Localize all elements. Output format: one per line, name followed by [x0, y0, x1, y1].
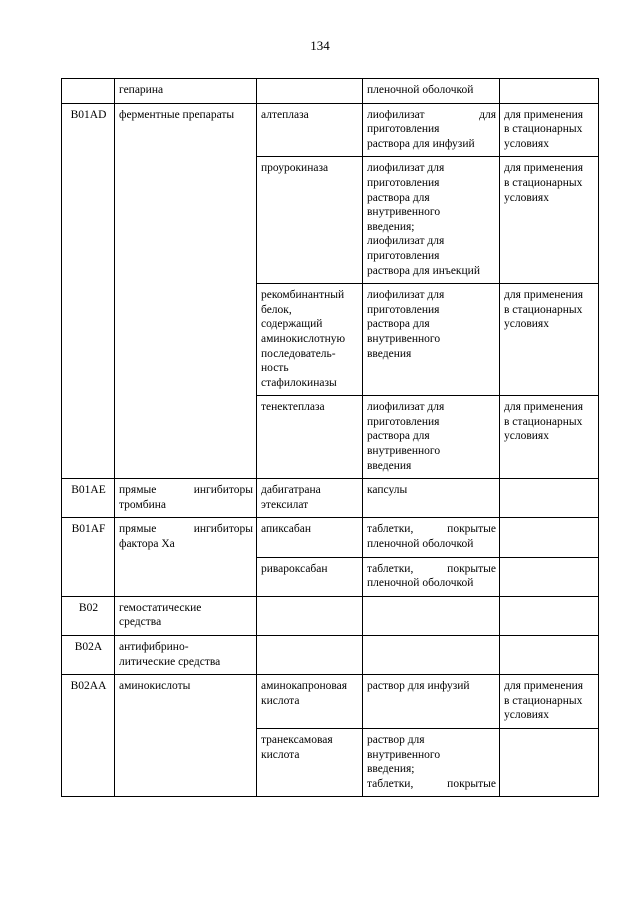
drug-cell — [257, 636, 363, 675]
form-line: лиофилизат для — [367, 108, 496, 121]
form-cell: лиофилизат для приготовления раствора для внутривенного введения — [363, 284, 500, 396]
drug-cell: тенектеплаза — [257, 396, 363, 479]
atc-code-cell: B02AA — [62, 675, 115, 797]
drug-cell: рекомбинантный белок, содержащий аминокислотную последователь- ность стафилокиназы — [257, 284, 363, 396]
note-cell: для применения в стационарных условиях — [500, 103, 599, 157]
atc-code-cell: B02 — [62, 596, 115, 635]
form-line: таблетки, покрытые — [367, 562, 496, 575]
form-cell: лиофилизат для приготовления раствора для инфузий — [363, 103, 500, 157]
atc-code-cell: B01AD — [62, 103, 115, 479]
drug-cell: транексамовая кислота — [257, 728, 363, 796]
form-cell: таблетки, покрытые пленочной оболочкой — [363, 557, 500, 596]
group-line: прямые ингибиторы — [119, 484, 253, 497]
form-line: таблетки, покрытые — [367, 523, 496, 536]
group-cell: прямые ингибиторы фактора Ха — [115, 518, 257, 596]
group-cell: гепарина — [115, 79, 257, 104]
table-row — [62, 479, 599, 518]
table-row — [62, 79, 599, 104]
drug-cell: апиксабан — [257, 518, 363, 557]
note-cell — [500, 79, 599, 104]
drug-cell: аминокапроновая кислота — [257, 675, 363, 729]
note-cell: для применения в стационарных условиях — [500, 284, 599, 396]
table-row — [62, 596, 599, 635]
atc-code-cell: B01AF — [62, 518, 115, 596]
form-cell: лиофилизат для приготовления раствора для внутривенного введения — [363, 396, 500, 479]
group-line: прямые ингибиторы — [119, 523, 253, 536]
form-cell: раствор для внутривенного введения; таблетки, покрытые — [363, 728, 500, 796]
atc-code-cell: B02A — [62, 636, 115, 675]
form-line: таблетки, покрытые — [367, 777, 496, 790]
note-cell: для применения в стационарных условиях — [500, 396, 599, 479]
note-cell — [500, 636, 599, 675]
form-cell: пленочной оболочкой — [363, 79, 500, 104]
form-cell: раствор для инфузий — [363, 675, 500, 729]
table-row — [62, 518, 599, 557]
page-number: 134 — [310, 38, 330, 53]
group-cell: аминокислоты — [115, 675, 257, 797]
table-row — [62, 675, 599, 729]
form-cell — [363, 636, 500, 675]
table-row — [62, 103, 599, 157]
note-cell — [500, 728, 599, 796]
table-row — [62, 636, 599, 675]
note-cell: для применения в стационарных условиях — [500, 157, 599, 284]
group-cell: ферментные препараты — [115, 103, 257, 479]
note-cell — [500, 596, 599, 635]
form-cell: капсулы — [363, 479, 500, 518]
form-cell — [363, 596, 500, 635]
drug-cell: ривароксабан — [257, 557, 363, 596]
note-cell — [500, 479, 599, 518]
group-cell: прямые ингибиторы тромбина — [115, 479, 257, 518]
form-cell: таблетки, покрытые пленочной оболочкой — [363, 518, 500, 557]
drug-cell: дабигатрана этексилат — [257, 479, 363, 518]
group-cell: антифибрино- литические средства — [115, 636, 257, 675]
drug-table — [61, 78, 599, 797]
note-cell — [500, 557, 599, 596]
atc-code-cell: B01AE — [62, 479, 115, 518]
drug-cell: проурокиназа — [257, 157, 363, 284]
group-cell: гемостатические средства — [115, 596, 257, 635]
note-cell: для применения в стационарных условиях — [500, 675, 599, 729]
note-cell — [500, 518, 599, 557]
atc-code-cell — [62, 79, 115, 104]
form-cell: лиофилизат для приготовления раствора для внутривенного введения; лиофилизат для приготовления раствора для инъекций — [363, 157, 500, 284]
drug-cell — [257, 596, 363, 635]
drug-cell: алтеплаза — [257, 103, 363, 157]
drug-cell — [257, 79, 363, 104]
